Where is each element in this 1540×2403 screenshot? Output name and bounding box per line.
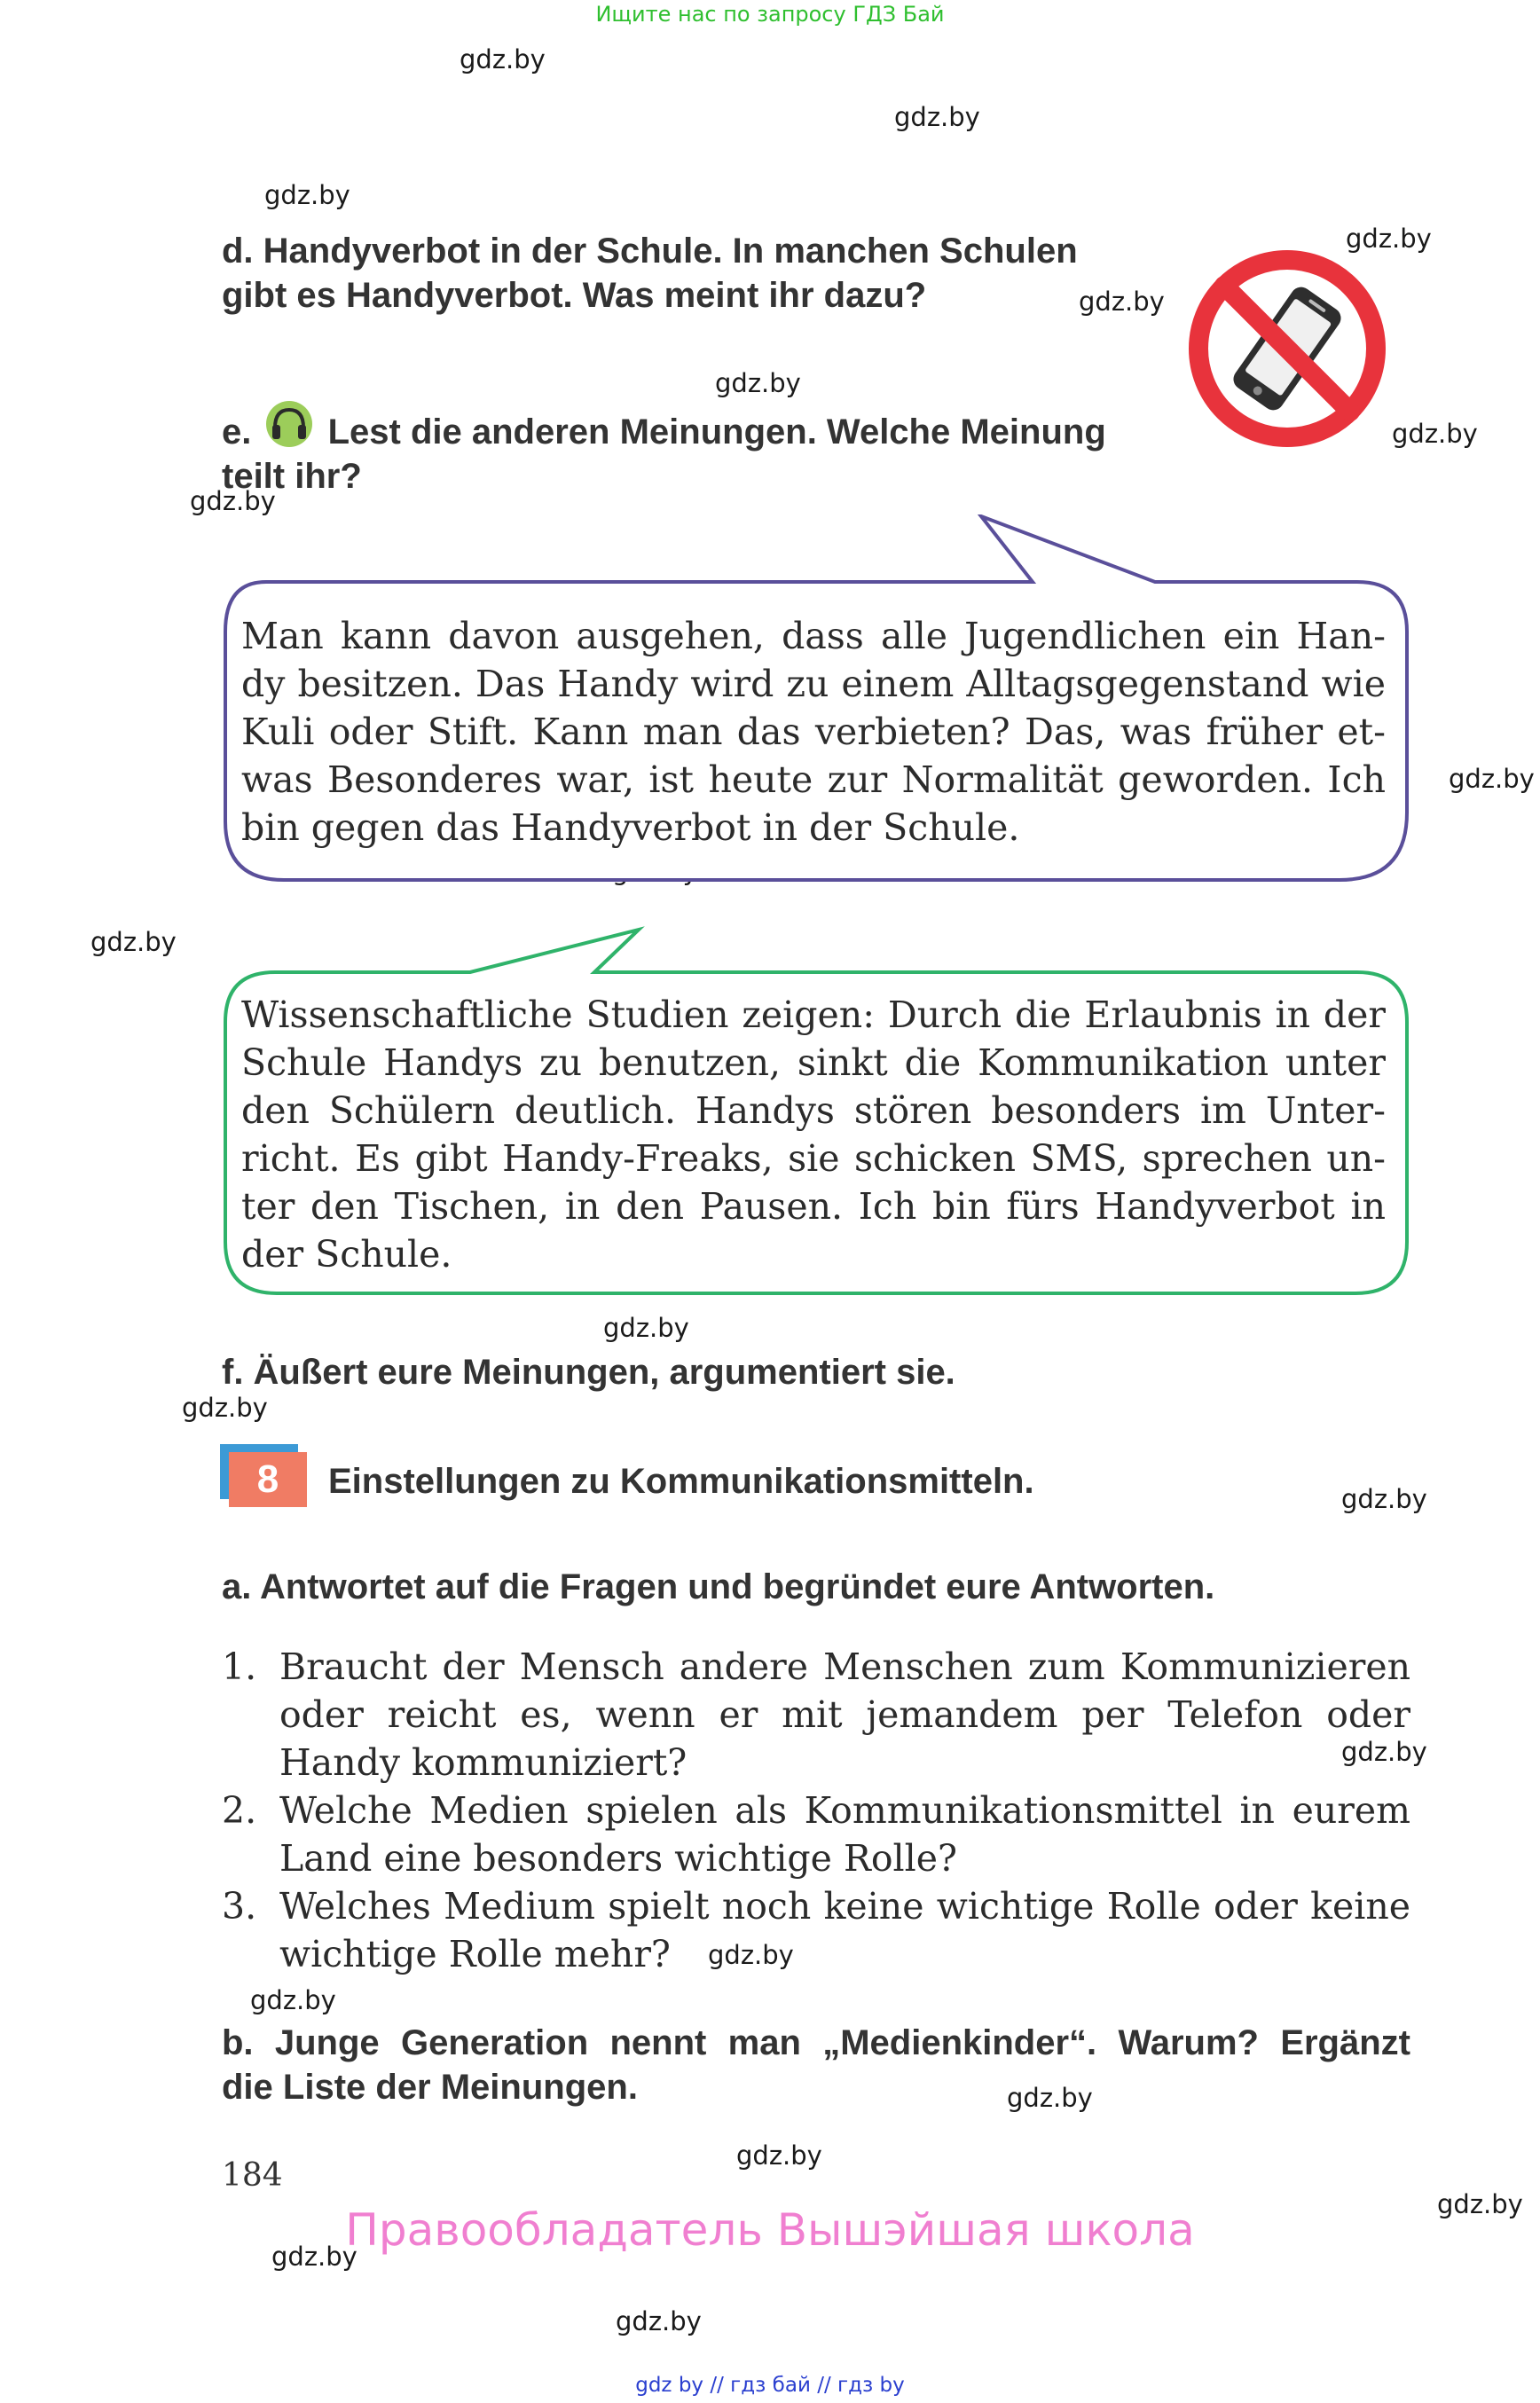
watermark: gdz.by <box>1341 1737 1427 1767</box>
watermark: gdz.by <box>616 2306 702 2336</box>
watermark: gdz.by <box>182 1393 268 1423</box>
watermark: gdz.by <box>1437 2189 1523 2219</box>
no-phone-icon <box>1184 246 1390 452</box>
bubble-2-line: der Schule. <box>241 1233 452 1276</box>
watermark: gdz.by <box>894 102 980 132</box>
bubble-1-text <box>241 612 1386 852</box>
watermark: gdz.by <box>715 368 801 398</box>
exercise-number-badge: 8 <box>229 1452 307 1507</box>
bubble-1-line: Man kann davon ausgehen, dass alle Jugendlichen ein Han- <box>241 615 1386 657</box>
task-d-line1: d. Handyverbot in der Schule. In manchen Schulen <box>222 232 1078 271</box>
watermark: gdz.by <box>1007 2083 1093 2113</box>
bubble-2-text <box>241 991 1386 1278</box>
question-line: Welches Medium spielt noch keine wichtige Rolle oder keine <box>279 1885 1410 1928</box>
bottom-links[interactable]: gdz by // гдз бай // гдз by <box>635 2374 905 2397</box>
list-item <box>222 1882 1410 1978</box>
watermark: gdz.by <box>1079 287 1165 317</box>
watermark: gdz.by <box>1449 764 1535 794</box>
watermark: gdz.by <box>460 44 546 75</box>
watermark: gdz.by <box>603 1313 689 1343</box>
bubble-2-line: richt. Es gibt Handy-Freaks, sie schicken SMS, sprechen un- <box>241 1137 1386 1180</box>
watermark: gdz.by <box>264 180 350 210</box>
list-item <box>222 1643 1410 1787</box>
watermark: gdz.by <box>708 1940 794 1970</box>
question-number: 2. <box>222 1789 257 1832</box>
watermark: gdz.by <box>1341 1484 1427 1514</box>
copyright-notice: Правообладатель Вышэйшая школа <box>345 2204 1195 2256</box>
question-number: 1. <box>222 1645 257 1688</box>
exercise-8-title: Einstellungen zu Kommunikationsmitteln. <box>328 1462 1034 1501</box>
task-f: f. Äußert eure Meinungen, argumentiert sie. <box>222 1353 955 1392</box>
task-e-prefix: e. <box>222 412 252 452</box>
question-line: Land eine besonders wichtige Rolle? <box>279 1837 957 1880</box>
question-line: wichtige Rolle mehr? <box>279 1933 671 1975</box>
question-line: Handy kommuniziert? <box>279 1741 688 1784</box>
task-e-line1: Lest die anderen Meinungen. Welche Meinung <box>327 412 1106 452</box>
task-e <box>222 399 1198 499</box>
watermark: gdz.by <box>190 486 276 516</box>
bubble-2-line: den Schülern deutlich. Handys stören besonders im Unter- <box>241 1089 1386 1132</box>
question-number: 3. <box>222 1885 257 1928</box>
watermark: gdz.by <box>271 2242 358 2272</box>
task-b-line1: b. Junge Generation nennt man „Medienkinder“. Warum? Ergänzt <box>222 2023 1410 2062</box>
page-number: 184 <box>222 2157 283 2194</box>
question-line: Welche Medien spielen als Kommunikationsmittel in eurem <box>279 1789 1410 1832</box>
bubble-1-line: dy besitzen. Das Handy wird zu einem Alltagsgegenstand wie <box>241 663 1386 705</box>
task-a: a. Antwortet auf die Fragen und begründet eure Antworten. <box>222 1567 1215 1606</box>
task-e-line2: teilt ihr? <box>222 457 362 496</box>
task-d <box>222 229 1198 318</box>
watermark: gdz.by <box>1392 419 1478 449</box>
question-list <box>222 1643 1410 1978</box>
top-banner: Ищите нас по запросу ГДЗ Бай <box>595 2 945 27</box>
watermark: gdz.by <box>90 927 177 957</box>
watermark: gdz.by <box>1346 224 1432 254</box>
task-b-line2: die Liste der Meinungen. <box>222 2068 638 2107</box>
bubble-1-line: bin gegen das Handyverbot in der Schule. <box>241 806 1020 849</box>
list-item <box>222 1787 1410 1882</box>
headphones-icon[interactable] <box>264 399 314 449</box>
bubble-1-line: was Besonderes war, ist heute zur Normalität geworden. Ich <box>241 758 1386 801</box>
bubble-1-line: Kuli oder Stift. Kann man das verbieten? Das, was früher et- <box>241 711 1386 753</box>
question-line: Braucht der Mensch andere Menschen zum Kommunizieren <box>279 1645 1410 1688</box>
watermark: gdz.by <box>250 1985 336 2015</box>
task-b <box>222 2021 1410 2109</box>
question-line: oder reicht es, wenn er mit jemandem per Telefon oder <box>279 1693 1410 1736</box>
watermark: gdz.by <box>736 2140 822 2171</box>
bubble-2-line: Schule Handys zu benutzen, sinkt die Kommunikation unter <box>241 1041 1386 1084</box>
task-d-line2: gibt es Handyverbot. Was meint ihr dazu? <box>222 276 927 315</box>
bubble-2-line: ter den Tischen, in den Pausen. Ich bin fürs Handyverbot in <box>241 1185 1386 1228</box>
bubble-2-line: Wissenschaftliche Studien zeigen: Durch die Erlaubnis in der <box>241 993 1386 1036</box>
